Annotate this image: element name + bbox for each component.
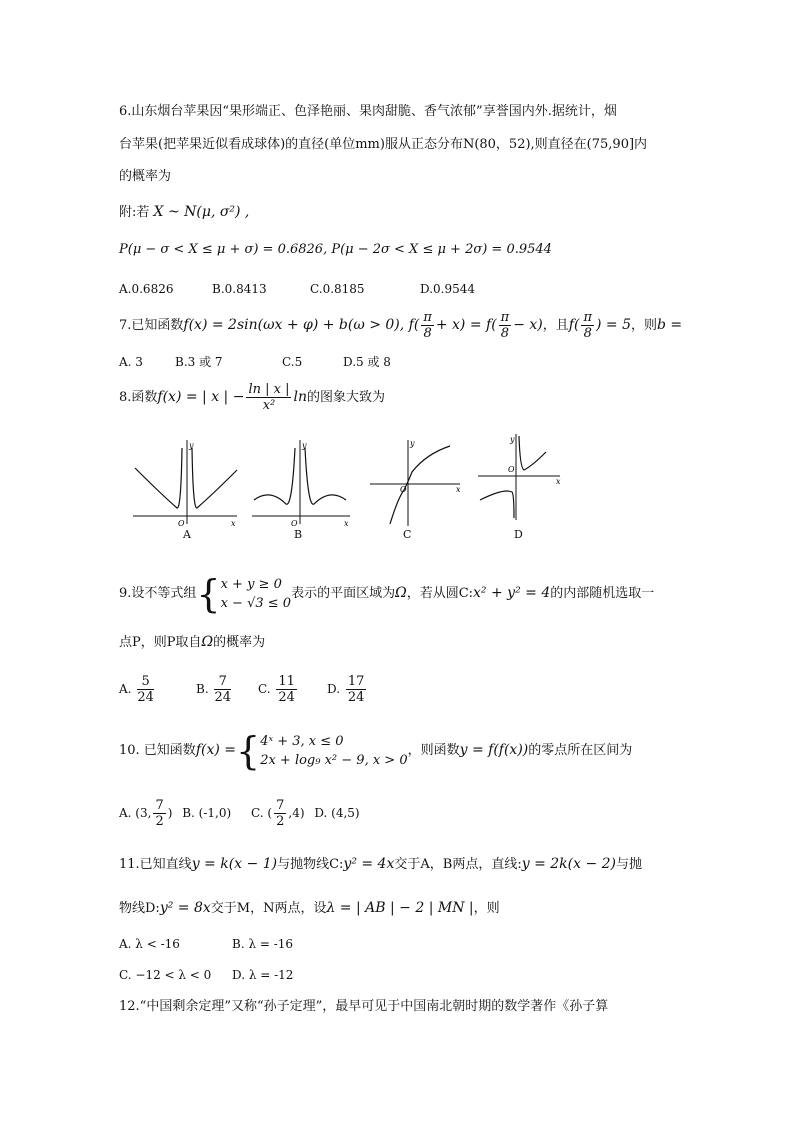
- q8-formula-a: f(x) = | x | −: [157, 389, 245, 405]
- q9-omega: Ω: [395, 585, 407, 601]
- q9-option-c-label: C.: [258, 682, 271, 696]
- q10-option-c-frac: [274, 798, 286, 829]
- q10-option-a-label: A. (3,: [119, 806, 152, 820]
- q8-graph-b: [250, 438, 354, 528]
- q7-frac-1-den: 8: [423, 326, 432, 341]
- q9-sys-1: x + y ≥ 0: [220, 576, 282, 592]
- q6-option-d: D.0.9544: [420, 282, 475, 296]
- q9-line2-b: 的概率为: [213, 635, 266, 650]
- q7-formula-c: − x): [513, 317, 543, 333]
- q9-option-a-den: 24: [137, 690, 154, 705]
- q11-formula-b: y² = 4x: [343, 856, 395, 872]
- q8-suffix: 的图象大致为: [306, 390, 385, 405]
- q10-option-a-frac: [153, 798, 165, 829]
- q10-option-b: B. (-1,0): [182, 806, 232, 820]
- q6-line1: 6.山东烟台苹果因“果形端正、色泽艳丽、果肉甜脆、香气浓郁”享誉国内外.据统计，烟: [119, 104, 617, 119]
- q11-mid1: 与抛物线C:: [277, 857, 344, 872]
- q6-note: [119, 203, 249, 222]
- q10-option-c-num: 7: [276, 798, 285, 813]
- q8-graph-d: [476, 432, 566, 524]
- q8-graph-a-y-label: y: [189, 441, 194, 450]
- q11-option-d: D. λ = -12: [232, 968, 294, 982]
- q8-graph-c-x-label: x: [456, 485, 461, 494]
- q11-line2-b: 交于M，N两点，设: [210, 901, 327, 916]
- q6-option-c: C.0.8185: [310, 282, 365, 296]
- q6-option-a: A.0.6826: [119, 282, 174, 296]
- q8-graph-a-origin: O: [178, 519, 185, 528]
- q9-option-c-den: 24: [278, 690, 295, 705]
- q9-option-a-num: 5: [137, 674, 154, 690]
- q7-frac-3-den: 8: [583, 326, 592, 341]
- q9-option-a: [119, 672, 156, 706]
- q8-formula-b: ln: [293, 389, 307, 405]
- q10-option-a-num: 7: [155, 798, 164, 813]
- q10-option-a-end: ): [167, 806, 173, 820]
- q10-option-c-end: ,4): [288, 806, 305, 820]
- q9-line2: [119, 633, 265, 652]
- q7-formula-b: + x) = f(: [435, 317, 497, 333]
- q9-option-c: [258, 672, 299, 706]
- q8-frac-den: x²: [262, 398, 276, 413]
- q10-formula-a: f(x) =: [195, 742, 236, 758]
- q8-graph-a-x-label: x: [231, 519, 236, 528]
- q10-option-d: D. (4,5): [314, 806, 360, 820]
- q11-prefix: 11.已知直线: [119, 857, 192, 872]
- q7-frac-1: [421, 310, 434, 341]
- q8-graph-c-origin: O: [400, 485, 407, 494]
- q11-line2-c: ，则: [473, 901, 500, 916]
- q7-prefix: 7.已知函数: [119, 318, 184, 333]
- q9-option-d-den: 24: [347, 690, 365, 705]
- q7-suffix: ，则: [630, 318, 657, 333]
- q6-line2: 台苹果(把苹果近似看成球体)的直径(单位mm)服从正态分布N(80，52),则直径在(75,90]内: [119, 137, 648, 152]
- q10-option-a-den: 2: [155, 814, 164, 829]
- q7-formula-a: f(x) = 2sin(ωx + φ) + b(ω > 0), f(: [183, 317, 420, 333]
- q7-frac-2-den: 8: [500, 326, 510, 341]
- q9-prefix: 9.设不等式组: [119, 586, 197, 601]
- q8-line: [119, 380, 385, 415]
- q11-suffix: 与抛: [616, 857, 643, 872]
- q6-line3: 的概率为: [119, 169, 172, 184]
- q8-graph-a: [131, 438, 243, 528]
- q8-graph-label-c: C: [403, 528, 412, 541]
- q10-option-c-label: C. (: [251, 806, 273, 820]
- q10-suffix: 的零点所在区间为: [528, 743, 633, 758]
- q9-system: [221, 575, 291, 613]
- q8-graph-d-x-label: x: [556, 477, 561, 486]
- q10-case-2: 2x + log₉ x² − 9, x > 0: [260, 752, 408, 768]
- q8-graph-d-y-label: y: [510, 435, 515, 444]
- q8-graph-label-a: A: [183, 528, 191, 541]
- q7-frac-1-num: π: [423, 310, 432, 325]
- q11-option-a: A. λ < -16: [119, 937, 180, 951]
- q11-option-c: C. −12 < λ < 0: [119, 968, 212, 982]
- q9-sys-2: x − √3 ≤ 0: [220, 595, 292, 611]
- q7-comma: ，且: [542, 318, 569, 333]
- q11-line2: [119, 899, 500, 918]
- q8-frac: [246, 382, 291, 413]
- q8-graph-c: [368, 438, 464, 528]
- q9-option-c-num: 11: [278, 674, 295, 689]
- q11-line2-a: 物线D:: [119, 901, 160, 916]
- q9-option-a-label: A.: [119, 682, 132, 696]
- q8-graph-d-origin: O: [508, 465, 515, 474]
- q7-frac-2: [499, 310, 512, 341]
- q7-frac-3-num: π: [583, 310, 592, 325]
- q11-formula-e: λ = | AB | − 2 | MN |: [326, 900, 474, 916]
- q10-options: [119, 794, 360, 832]
- q8-graph-label-b: B: [294, 528, 303, 541]
- q9-line1: [119, 570, 654, 617]
- q6-prob-formula: P(μ − σ < X ≤ μ + σ) = 0.6826, P(μ − 2σ < X ≤ μ + 2σ) = 0.9544: [119, 242, 552, 257]
- q10-case-1: 4ˣ + 3, x ≤ 0: [260, 733, 344, 749]
- q9-option-b: [196, 672, 233, 706]
- q9-brace: {: [196, 571, 221, 616]
- q10-formula-b: y = f(f(x)): [459, 742, 529, 758]
- q8-prefix: 8.函数: [119, 390, 158, 405]
- q9-line2-a: 点P，则P取自: [119, 635, 202, 650]
- q6-note-formula: X ~ N(μ, σ²) ,: [153, 204, 250, 220]
- q9-mid2: ，若从圆C:: [406, 586, 474, 601]
- q9-option-b-num: 7: [214, 674, 231, 690]
- q10-mid: ，则函数: [407, 743, 460, 758]
- q7-option-c: C.5: [282, 355, 303, 369]
- q8-graph-c-y-label: y: [410, 439, 415, 448]
- q10-brace: {: [236, 728, 261, 773]
- q11-line1: [119, 855, 642, 874]
- q7-option-b: B.3 或 7: [175, 355, 223, 369]
- q9-option-b-label: B.: [196, 682, 209, 696]
- q9-option-d: [327, 672, 368, 706]
- q6-note-prefix: 附:若: [119, 205, 150, 220]
- q10-option-c-den: 2: [276, 814, 285, 829]
- q6-option-b: B.0.8413: [212, 282, 267, 296]
- q11-option-b: B. λ = -16: [232, 937, 294, 951]
- q7-formula-d: f(: [568, 317, 580, 333]
- q10-line: [119, 727, 632, 774]
- q9-option-b-den: 24: [214, 690, 232, 705]
- q10-prefix: 10. 已知函数: [119, 743, 196, 758]
- q9-option-a-frac: [137, 674, 154, 705]
- q7-formula-e: ) = 5: [595, 317, 631, 333]
- q9-option-b-frac: [214, 674, 231, 705]
- q9-line2-omega: Ω: [201, 634, 214, 650]
- q9-option-c-frac: [276, 674, 297, 705]
- q11-formula-a: y = k(x − 1): [191, 856, 278, 872]
- q8-frac-num: ln | x |: [248, 382, 290, 397]
- q9-suffix: 的内部随机选取一: [550, 586, 655, 601]
- q11-formula-c: y = 2k(x − 2): [521, 856, 616, 872]
- q10-cases: [260, 732, 407, 770]
- q9-option-d-frac: [346, 674, 367, 705]
- q7-option-d: D.5 或 8: [343, 355, 391, 369]
- q8-graph-b-x-label: x: [344, 519, 349, 528]
- q9-option-d-num: 17: [347, 674, 365, 689]
- q9-circle: x² + y² = 4: [473, 585, 551, 601]
- q7-frac-2-num: π: [500, 310, 510, 325]
- q7-option-a: A. 3: [119, 355, 143, 369]
- q7-formula-f: b =: [657, 317, 683, 333]
- q12-line1: 12.“中国剩余定理”又称“孙子定理”，最早可见于中国南北朝时期的数学著作《孙子算: [119, 999, 609, 1014]
- q9-option-d-label: D.: [327, 682, 341, 696]
- q7-line: [119, 308, 682, 343]
- q8-graph-label-d: D: [514, 528, 523, 541]
- q8-graph-b-y-label: y: [302, 441, 307, 450]
- q11-mid2: 交于A，B两点，直线:: [394, 857, 522, 872]
- q11-formula-d: y² = 8x: [159, 900, 211, 916]
- q8-graph-b-origin: O: [291, 519, 298, 528]
- q7-frac-3: [581, 310, 594, 341]
- q9-mid: 表示的平面区域为: [291, 586, 396, 601]
